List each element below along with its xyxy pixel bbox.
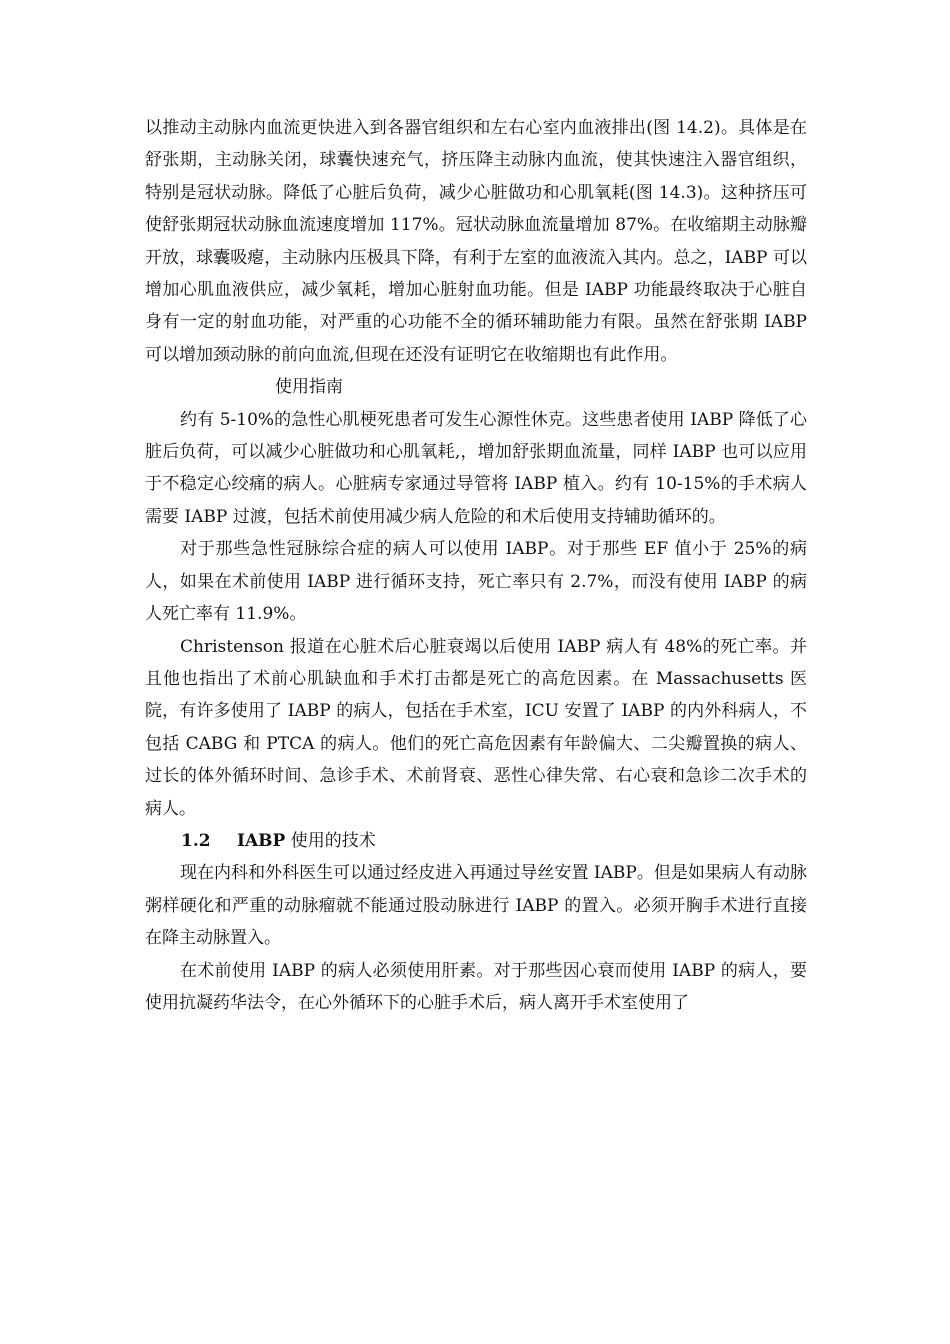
paragraph-technique: 现在内科和外科医生可以通过经皮进入再通过导丝安置 IABP。但是如果病人有动脉粥样硬化和严重的动脉瘤就不能通过股动脉进行 IABP 的置入。必须开胸手术进行直接在降主动脉置入。 [145, 863, 807, 949]
paragraph-mechanism: 以推动主动脉内血流更快进入到各器官组织和左右心室内血液排出(图 14.2)。具体是在舒张期，主动脉关闭，球囊快速充气，挤压降主动脉内血流，使其快速注入器官组织，特别是冠状动脉。降低了心脏后负荷，减少心脏做功和心肌氧耗(图 14.3)。这种挤压可使舒张期冠状动脉血流速度增加 117%。冠状动脉血流量增加 87%。在收缩期主动脉瓣开放，球囊吸瘪，主动脉内压极具下降，有利于左室的血液流入其内。总之，IABP 可以增加心肌血液供应，减少氧耗，增加心脏射血功能。但是 IABP 功能最终取决于心脏自身有一定的射血功能，对严重的心功能不全的循环辅助能力有限。虽然在舒张期 IABP 可以增加颈动脉的前向血流,但现在还没有证明它在收缩期也有此作用。 [145, 118, 807, 365]
document-page [145, 112, 807, 1019]
heading-usage-guide: 使用指南 [275, 377, 343, 398]
paragraph-cardiogenic-shock: 约有 5-10%的急性心肌梗死患者可发生心源性休克。这些患者使用 IABP 降低了心脏后负荷，可以减少心脏做功和心肌氧耗,，增加舒张期血流量，同样 IABP 也可以应用于不稳定心绞痛的病人。心脏病专家通过导管将 IABP 植入。约有 10-15%的手术病人需要 IABP 过渡，包括术前使用减少病人危险的和术后使用支持辅助循环的。 [145, 409, 807, 527]
paragraph-heparin: 在术前使用 IABP 的病人必须使用肝素。对于那些因心衰而使用 IABP 的病人，要使用抗凝药华法令，在心外循环下的心脏手术后，病人离开手术室使用了 [145, 960, 807, 1013]
section-title-rest: 使用的技术 [290, 830, 376, 851]
section-title-bold: IABP [237, 830, 286, 851]
section-number: 1.2 [181, 830, 211, 851]
paragraph-christenson: Christenson 报道在心脏术后心脏衰竭以后使用 IABP 病人有 48%的死亡率。并且他也指出了术前心肌缺血和手术打击都是死亡的高危因素。在 Massachusetts 医院，有许多使用了 IABP 的病人，包括在手术室，ICU 安置了 IABP 的内外科病人，不包括 CABG 和 PTCA 的病人。他们的死亡高危因素有年龄偏大、二尖瓣置换的病人、过长的体外循环时间、急诊手术、术前肾衰、恶性心律失常、右心衰和急诊二次手术的病人。 [145, 636, 807, 819]
section-heading [145, 825, 807, 857]
paragraph-acute-coronary: 对于那些急性冠脉综合症的病人可以使用 IABP。对于那些 EF 值小于 25%的病人，如果在术前使用 IABP 进行循环支持，死亡率只有 2.7%，而没有使用 IABP 的病人死亡率有 11.9%。 [145, 539, 807, 625]
